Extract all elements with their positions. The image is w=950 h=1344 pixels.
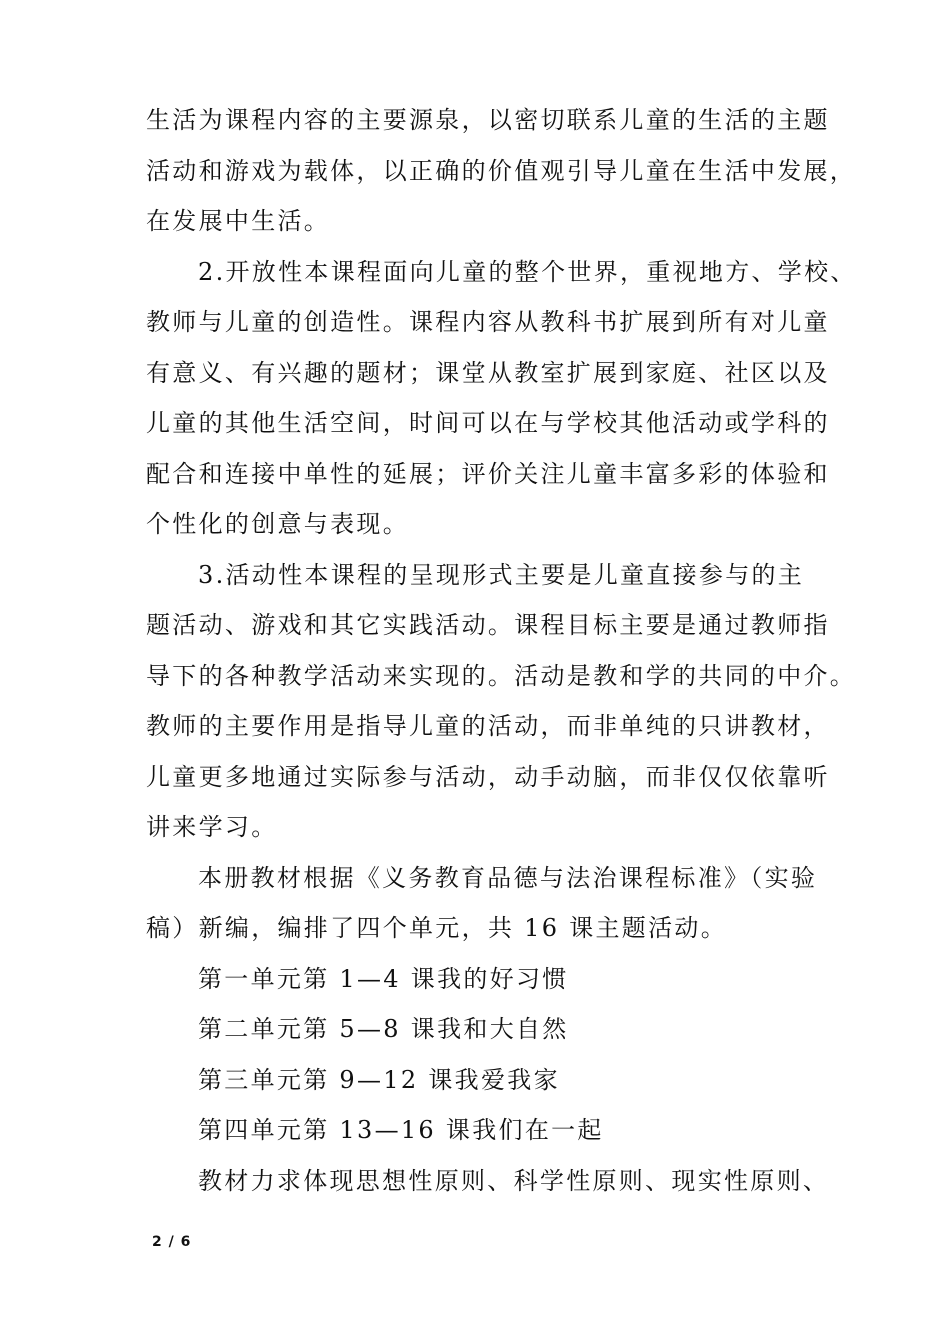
text-line: 3.活动性本课程的呈现形式主要是儿童直接参与的主 [198, 560, 805, 589]
text-line: 配合和连接中单性的延展；评价关注儿童丰富多彩的体验和 [146, 459, 830, 488]
page-number: 2 / 6 [152, 1234, 192, 1250]
text-line: 教师与儿童的创造性。课程内容从教科书扩展到所有对儿童 [146, 308, 830, 336]
text-line: 题活动、游戏和其它实践活动。课程目标主要是通过教师指 [146, 611, 830, 639]
text-line: 个性化的创意与表现。 [146, 510, 409, 538]
text-line: 生活为课程内容的主要源泉，以密切联系儿童的生活的主题 [146, 106, 830, 134]
text-line: 导下的各种教学活动来实现的。活动是教和学的共同的中介。 [146, 661, 857, 690]
document-body [146, 95, 857, 1206]
text-line: 儿童更多地通过实际参与活动，动手动脑，而非仅仅依靠听 [146, 762, 830, 791]
text-line: 教材力求体现思想性原则、科学性原则、现实性原则、 [198, 1166, 830, 1195]
text-line: 儿童的其他生活空间，时间可以在与学校其他活动或学科的 [146, 409, 830, 437]
text-line: 第二单元第 5—8 课我和大自然 [198, 1015, 569, 1043]
text-line: 教师的主要作用是指导儿童的活动，而非单纯的只讲教材， [146, 712, 830, 740]
text-line: 第四单元第 13—16 课我们在一起 [198, 1116, 604, 1144]
text-line: 2.开放性本课程面向儿童的整个世界，重视地方、学校、 [198, 257, 857, 286]
text-line: 有意义、有兴趣的题材；课堂从教室扩展到家庭、社区以及 [146, 358, 830, 387]
text-line: 第一单元第 1—4 课我的好习惯 [198, 964, 569, 993]
text-line: 本册教材根据《义务教育品德与法治课程标准》（实验 [198, 863, 818, 892]
text-line: 第三单元第 9—12 课我爱我家 [198, 1065, 560, 1094]
text-line: 稿）新编，编排了四个单元，共 16 课主题活动。 [146, 914, 727, 942]
text-line: 在发展中生活。 [146, 207, 331, 235]
text-line: 讲来学习。 [146, 813, 278, 841]
text-line: 活动和游戏为载体，以正确的价值观引导儿童在生活中发展， [146, 156, 857, 185]
